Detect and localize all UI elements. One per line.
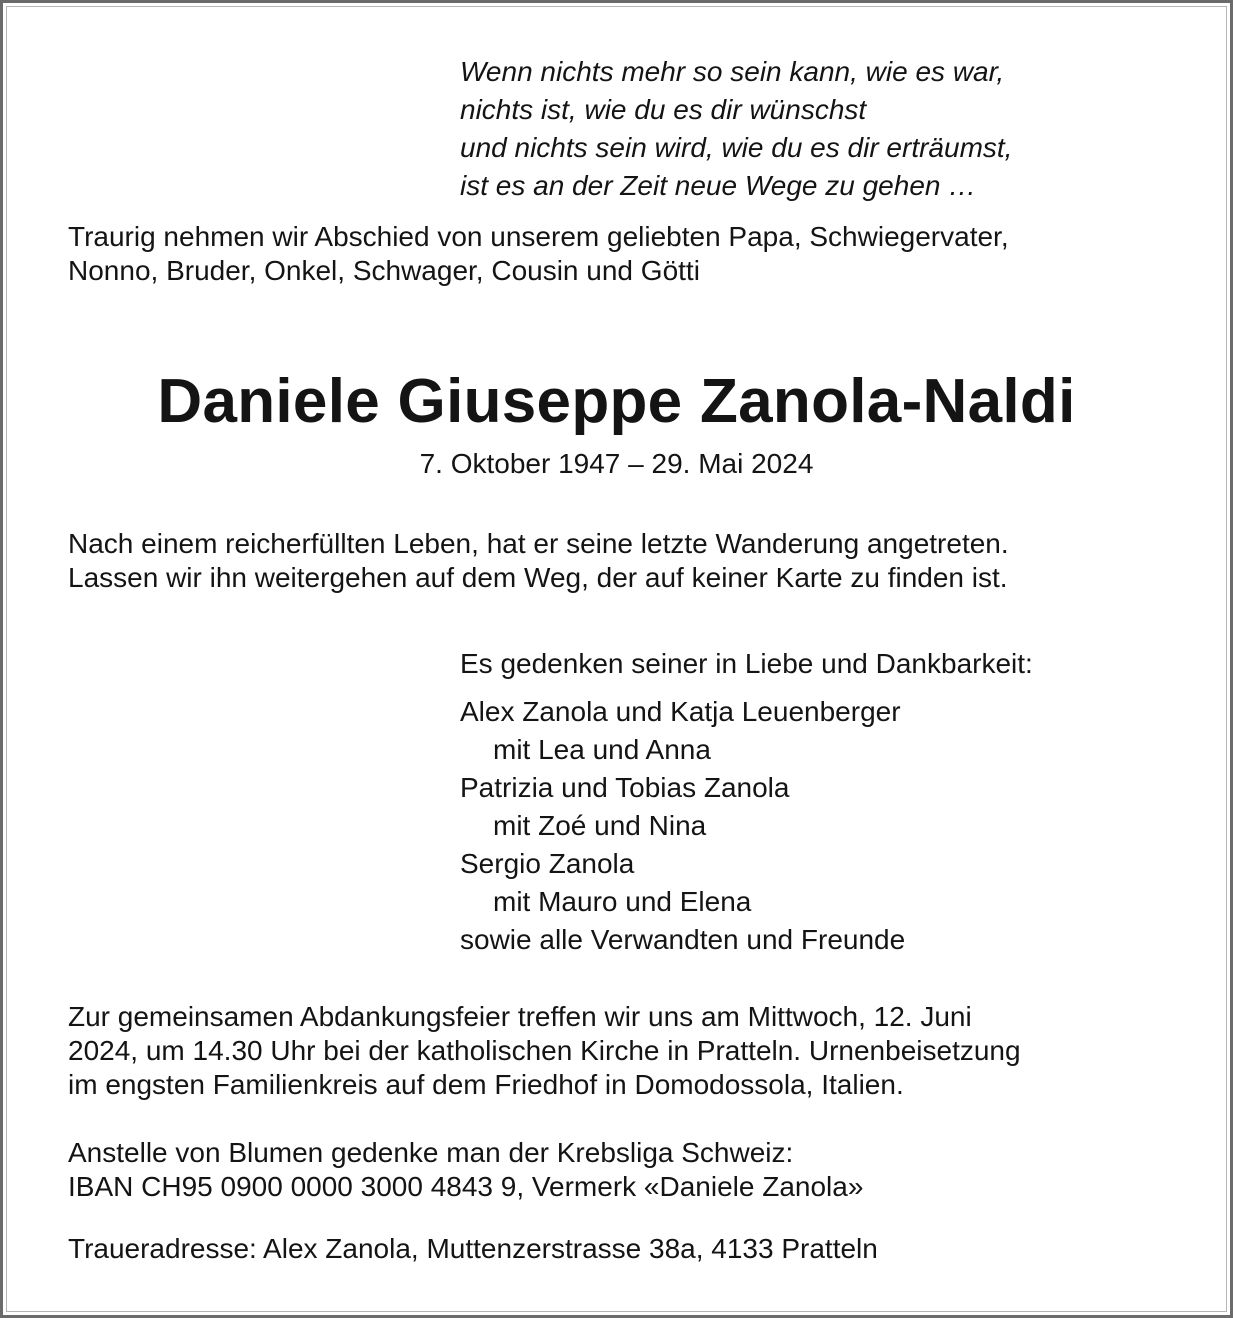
mourning-address: Traueradresse: Alex Zanola, Muttenzerstrasse 38a, 4133 Pratteln [68,1233,878,1264]
life-text-line: Nach einem reicherfüllten Leben, hat er seine letzte Wanderung angetreten. [68,528,1009,559]
intro-line: Nonno, Bruder, Onkel, Schwager, Cousin und Götti [68,255,700,286]
ceremony-line: 2024, um 14.30 Uhr bei der katholischen Kirche in Pratteln. Urnenbeisetzung [68,1035,1021,1066]
poem-line: Wenn nichts mehr so sein kann, wie es war, [460,56,1005,87]
ceremony-line: Zur gemeinsamen Abdankungsfeier treffen wir uns am Mittwoch, 12. Juni [68,1001,972,1032]
life-dates: 7. Oktober 1947 – 29. Mai 2024 [419,448,814,479]
mourners-heading: Es gedenken seiner in Liebe und Dankbarkeit: [460,648,1033,679]
mourners-list [460,645,1200,959]
mourner-entry: sowie alle Verwandten und Freunde [460,924,906,955]
ceremony-text [68,1000,1165,1102]
ceremony-line: im engsten Familienkreis auf dem Friedhof in Domodossola, Italien. [68,1069,904,1100]
life-text [68,527,1165,595]
poem-line: ist es an der Zeit neue Wege zu gehen … [460,170,977,201]
mourner-entry: mit Mauro und Elena [493,886,752,917]
mourner-entry: Patrizia und Tobias Zanola [460,772,790,803]
donation-text [68,1136,1165,1204]
intro-text [68,220,1165,288]
poem [460,53,1180,205]
donation-line: IBAN CH95 0900 0000 3000 4843 9, Vermerk «Daniele Zanola» [68,1171,864,1202]
mourner-entry: Sergio Zanola [460,848,635,879]
mourner-entry: mit Lea und Anna [493,734,711,765]
poem-line: nichts ist, wie du es dir wünschst [460,94,867,125]
poem-line: und nichts sein wird, wie du es dir erträumst, [460,132,1013,163]
deceased-name: Daniele Giuseppe Zanola-Naldi [157,367,1076,436]
mourner-entry: mit Zoé und Nina [493,810,707,841]
intro-line: Traurig nehmen wir Abschied von unserem geliebten Papa, Schwiegervater, [68,221,1009,252]
donation-line: Anstelle von Blumen gedenke man der Krebsliga Schweiz: [68,1137,794,1168]
life-text-line: Lassen wir ihn weitergehen auf dem Weg, der auf keiner Karte zu finden ist. [68,562,1008,593]
mourner-entry: Alex Zanola und Katja Leuenberger [460,696,901,727]
